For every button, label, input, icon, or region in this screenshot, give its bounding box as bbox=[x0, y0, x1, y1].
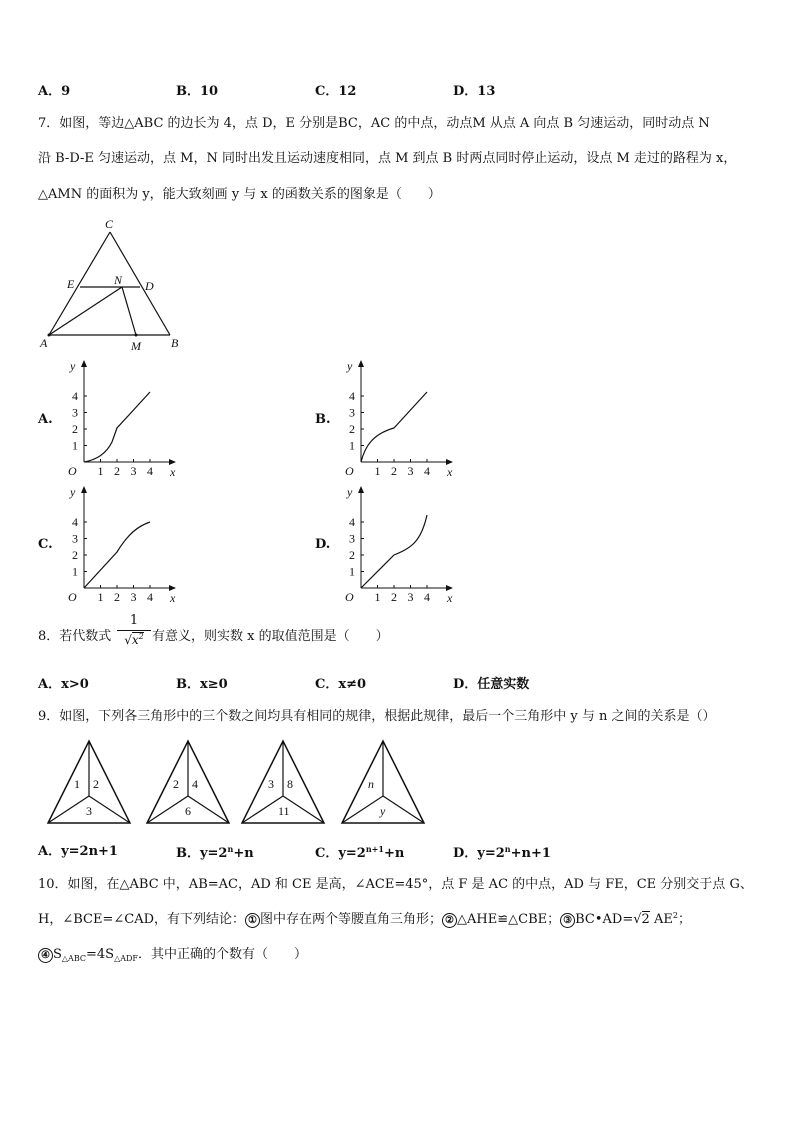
x-tick-label: 4 bbox=[147, 464, 153, 478]
y-axis-label: y bbox=[347, 485, 353, 499]
y-tick-label: 4 bbox=[72, 389, 78, 403]
x-tick-label: 2 bbox=[114, 464, 120, 478]
x-tick-label: 3 bbox=[130, 464, 137, 478]
q7-label-d: D bbox=[145, 279, 154, 293]
q10-stem-line2: H，∠BCE=∠CAD，有下列结论： ① 图中存在两个等腰直角三角形； ② △AHE≌△CBE； ③ BC•AD=√2 $AE^2$； bbox=[38, 911, 691, 927]
x-tick-label: 4 bbox=[147, 590, 153, 604]
q7-graph-c bbox=[62, 484, 182, 604]
x-tick-label: 3 bbox=[407, 590, 414, 604]
y-tick-label: 4 bbox=[72, 515, 78, 529]
function-curve bbox=[84, 392, 150, 462]
x-tick-label: 1 bbox=[374, 590, 381, 604]
q7-label-b: B bbox=[171, 336, 179, 350]
q7-option-d-label: D. bbox=[315, 537, 331, 552]
x-tick-label: 3 bbox=[130, 590, 137, 604]
y-tick-label: 4 bbox=[349, 515, 355, 529]
y-tick-label: 1 bbox=[72, 438, 78, 453]
y-tick-label: 4 bbox=[349, 389, 355, 403]
triangle-number-bottom: 3 bbox=[86, 804, 92, 818]
q6-option-c: C．12 bbox=[315, 84, 357, 99]
q8-option-c: C．x≠0 bbox=[315, 677, 367, 692]
x-tick-label: 4 bbox=[424, 464, 430, 478]
triangle-number-right: 2 bbox=[93, 777, 99, 791]
y-tick-label: 2 bbox=[72, 422, 78, 436]
q8-stem-suffix: 有意义，则实数 x 的取值范围是（ ） bbox=[152, 629, 389, 644]
x-tick-label: 2 bbox=[114, 590, 120, 604]
y-tick-label: 2 bbox=[349, 422, 355, 436]
q9-triangle-3 bbox=[240, 738, 326, 826]
q6-option-a: A．9 bbox=[38, 84, 71, 99]
q7-stem-line2: 沿 B-D-E 匀速运动，点 M，N 同时出发且运动速度相同，点 M 到点 B 时两点同时停止运动，设点 M 走过的路程为 x， bbox=[38, 151, 737, 166]
y-axis-label: y bbox=[70, 485, 76, 499]
function-curve bbox=[84, 522, 150, 588]
q6-option-b: B．10 bbox=[176, 84, 219, 99]
q7-stem-line3: △AMN 的面积为 y，能大致刻画 y 与 x 的函数关系的图象是（ ） bbox=[38, 187, 441, 202]
function-curve bbox=[361, 392, 427, 462]
q8-fraction-numerator: 1 bbox=[129, 613, 139, 628]
triangle-number-right: 4 bbox=[192, 777, 198, 791]
q7-triangle-figure bbox=[0, 0, 200, 360]
q8-fraction bbox=[117, 614, 151, 646]
q10-stem-line3: ④ $S_{\triangle ABC}=4S_{\triangle ADF}$．其中正确的个数有（ ） bbox=[38, 948, 307, 963]
q9-triangle-2 bbox=[145, 738, 231, 826]
q10-stem-line1: 10．如图，在△ABC 中，AB=AC，AD 和 CE 是高，∠ACE=45°，点 F 是 AC 的中点，AD 与 FE，CE 分别交于点 G、 bbox=[38, 877, 753, 892]
q10-circled-3: ③ bbox=[560, 913, 575, 928]
y-tick-label: 3 bbox=[349, 405, 355, 420]
q9-option-b: B．$y=2^n+n$ bbox=[176, 844, 254, 861]
origin-label: O bbox=[345, 590, 354, 604]
y-tick-label: 2 bbox=[72, 548, 78, 562]
q9-option-a: A．y=2n+1 bbox=[38, 844, 118, 859]
q7-graph-a bbox=[62, 358, 182, 478]
q10-circled-2: ② bbox=[442, 913, 457, 928]
triangle-number-right: 8 bbox=[287, 777, 293, 791]
x-tick-label: 2 bbox=[391, 464, 397, 478]
y-tick-label: 1 bbox=[349, 564, 355, 579]
q7-label-e: E bbox=[67, 277, 75, 291]
q7-graph-d bbox=[339, 484, 459, 604]
y-tick-label: 2 bbox=[349, 548, 355, 562]
function-curve bbox=[361, 515, 427, 588]
q8-option-b: B．x≥0 bbox=[176, 677, 228, 692]
q7-graph-b bbox=[339, 358, 459, 478]
q7-label-n: N bbox=[114, 273, 123, 287]
y-tick-label: 1 bbox=[72, 564, 78, 579]
x-axis-label: x bbox=[447, 591, 453, 605]
q7-option-c-label: C. bbox=[38, 537, 53, 552]
x-tick-label: 2 bbox=[391, 590, 397, 604]
q8-stem-prefix: 8．若代数式 bbox=[38, 629, 112, 644]
triangle-number-left: n bbox=[368, 777, 374, 791]
origin-label: O bbox=[68, 590, 77, 604]
x-tick-label: 3 bbox=[407, 464, 414, 478]
y-axis-label: y bbox=[347, 359, 353, 373]
q10-sqrt: √2 bbox=[633, 912, 650, 927]
triangle-number-left: 1 bbox=[74, 777, 80, 791]
x-tick-label: 1 bbox=[374, 464, 381, 478]
q9-triangle-4 bbox=[340, 738, 426, 826]
triangle-number-bottom: 11 bbox=[278, 804, 290, 818]
q9-option-d: D．$y=2^n+n+1$ bbox=[453, 844, 551, 861]
q7-option-b-label: B. bbox=[315, 412, 331, 427]
x-axis-label: x bbox=[447, 465, 453, 479]
q10-circled-1: ① bbox=[245, 913, 260, 928]
y-tick-label: 1 bbox=[349, 438, 355, 453]
x-tick-label: 1 bbox=[97, 590, 104, 604]
q10-circled-4: ④ bbox=[38, 948, 53, 963]
q9-triangle-1 bbox=[46, 738, 132, 826]
q7-option-a-label: A. bbox=[38, 412, 53, 427]
x-axis-label: x bbox=[170, 465, 176, 479]
q7-label-a: A bbox=[40, 336, 48, 350]
y-tick-label: 3 bbox=[72, 405, 78, 420]
triangle-number-left: 3 bbox=[268, 777, 274, 791]
x-tick-label: 4 bbox=[424, 590, 430, 604]
q7-label-m: M bbox=[131, 339, 141, 353]
q9-option-c: C．$y=2^{n+1}+n$ bbox=[315, 844, 405, 861]
q7-stem-line1: 7．如图，等边△ABC 的边长为 4，点 D，E 分别是BC，AC 的中点，动点M 从点 A 向点 B 匀速运动，同时动点 N bbox=[38, 116, 710, 131]
x-tick-label: 1 bbox=[97, 464, 104, 478]
q7-label-c: C bbox=[105, 217, 114, 231]
q6-option-d: D．13 bbox=[453, 84, 496, 99]
y-tick-label: 3 bbox=[72, 531, 78, 546]
q8-option-a: A．x>0 bbox=[38, 677, 89, 692]
origin-label: O bbox=[68, 464, 77, 478]
y-axis-label: y bbox=[70, 359, 76, 373]
q8-fraction-denominator: $√x^2$ bbox=[117, 630, 151, 646]
origin-label: O bbox=[345, 464, 354, 478]
triangle-number-bottom: y bbox=[380, 804, 386, 818]
y-tick-label: 3 bbox=[349, 531, 355, 546]
triangle-number-bottom: 6 bbox=[185, 804, 191, 818]
triangle-number-left: 2 bbox=[173, 777, 179, 791]
x-axis-label: x bbox=[170, 591, 176, 605]
q9-stem: 9．如图，下列各三角形中的三个数之间均具有相同的规律，根据此规律，最后一个三角形中 y 与 n 之间的关系是（） bbox=[38, 709, 716, 724]
q8-option-d: D．任意实数 bbox=[453, 677, 530, 692]
